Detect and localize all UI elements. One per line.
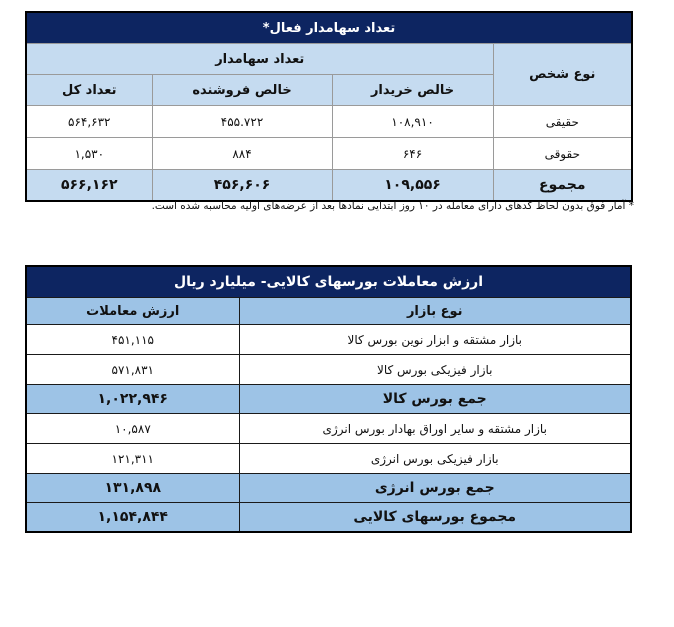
subtotal-row (26, 385, 631, 414)
cell-value: ۱۰,۵۸۷ (26, 414, 239, 444)
header-person-type: نوع شخص (493, 44, 632, 106)
cell-market: مجموع بورسهای کالایی (239, 503, 631, 533)
cell-total: ۵۶۶,۱۶۲ (26, 170, 152, 202)
cell-market: جمع بورس کالا (239, 385, 631, 414)
table-row (26, 414, 631, 444)
header-market-type: نوع بازار (239, 298, 631, 325)
header-net-buyer: خالص خریدار (332, 75, 493, 106)
cell-net-buyer: ۶۴۶ (332, 138, 493, 170)
grand-total-row (26, 503, 631, 533)
header-net-seller: خالص فروشنده (152, 75, 332, 106)
cell-market: بازار مشتقه و ابزار نوین بورس کالا (239, 325, 631, 355)
cell-total: ۱,۵۳۰ (26, 138, 152, 170)
cell-value: ۱,۱۵۴,۸۴۴ (26, 503, 239, 533)
cell-market: بازار فیزیکی بورس انرژی (239, 444, 631, 474)
active-shareholders-table (25, 11, 633, 202)
cell-person-type: مجموع (493, 170, 632, 202)
table-row (26, 106, 632, 138)
cell-person-type: حقوقی (493, 138, 632, 170)
table-row (26, 355, 631, 385)
cell-net-seller: ۴۵۶,۶۰۶ (152, 170, 332, 202)
cell-value: ۵۷۱,۸۳۱ (26, 355, 239, 385)
cell-net-buyer: ۱۰۸,۹۱۰ (332, 106, 493, 138)
table-title: ارزش معاملات بورسهای کالایی- میلیارد ریال (26, 266, 631, 298)
cell-person-type: حقیقی (493, 106, 632, 138)
cell-value: ۱,۰۲۲,۹۴۶ (26, 385, 239, 414)
table-row (26, 325, 631, 355)
cell-market: جمع بورس انرژی (239, 474, 631, 503)
footnote: * آمار فوق بدون لحاظ کدهای دارای معامله در ۱۰ روز ابتدایی نمادها بعد از عرضه‌های اولیه محاسبه شده است. (151, 200, 634, 212)
header-trade-value: ارزش معاملات (26, 298, 239, 325)
commodity-exchange-trades-table (25, 265, 632, 533)
header-shareholder-count: تعداد سهامدار (26, 44, 493, 75)
cell-value: ۱۳۱,۸۹۸ (26, 474, 239, 503)
cell-net-buyer: ۱۰۹,۵۵۶ (332, 170, 493, 202)
table-row (26, 138, 632, 170)
cell-total: ۵۶۴,۶۳۲ (26, 106, 152, 138)
header-total: تعداد کل (26, 75, 152, 106)
subtotal-row (26, 474, 631, 503)
total-row (26, 170, 632, 202)
table-title: تعداد سهامدار فعال* (26, 12, 632, 44)
cell-value: ۴۵۱,۱۱۵ (26, 325, 239, 355)
table-row (26, 444, 631, 474)
cell-value: ۱۲۱,۳۱۱ (26, 444, 239, 474)
cell-market: بازار مشتقه و سایر اوراق بهادار بورس انرژی (239, 414, 631, 444)
cell-net-seller: ۸۸۴ (152, 138, 332, 170)
cell-net-seller: ۴۵۵.۷۲۲ (152, 106, 332, 138)
cell-market: بازار فیزیکی بورس کالا (239, 355, 631, 385)
